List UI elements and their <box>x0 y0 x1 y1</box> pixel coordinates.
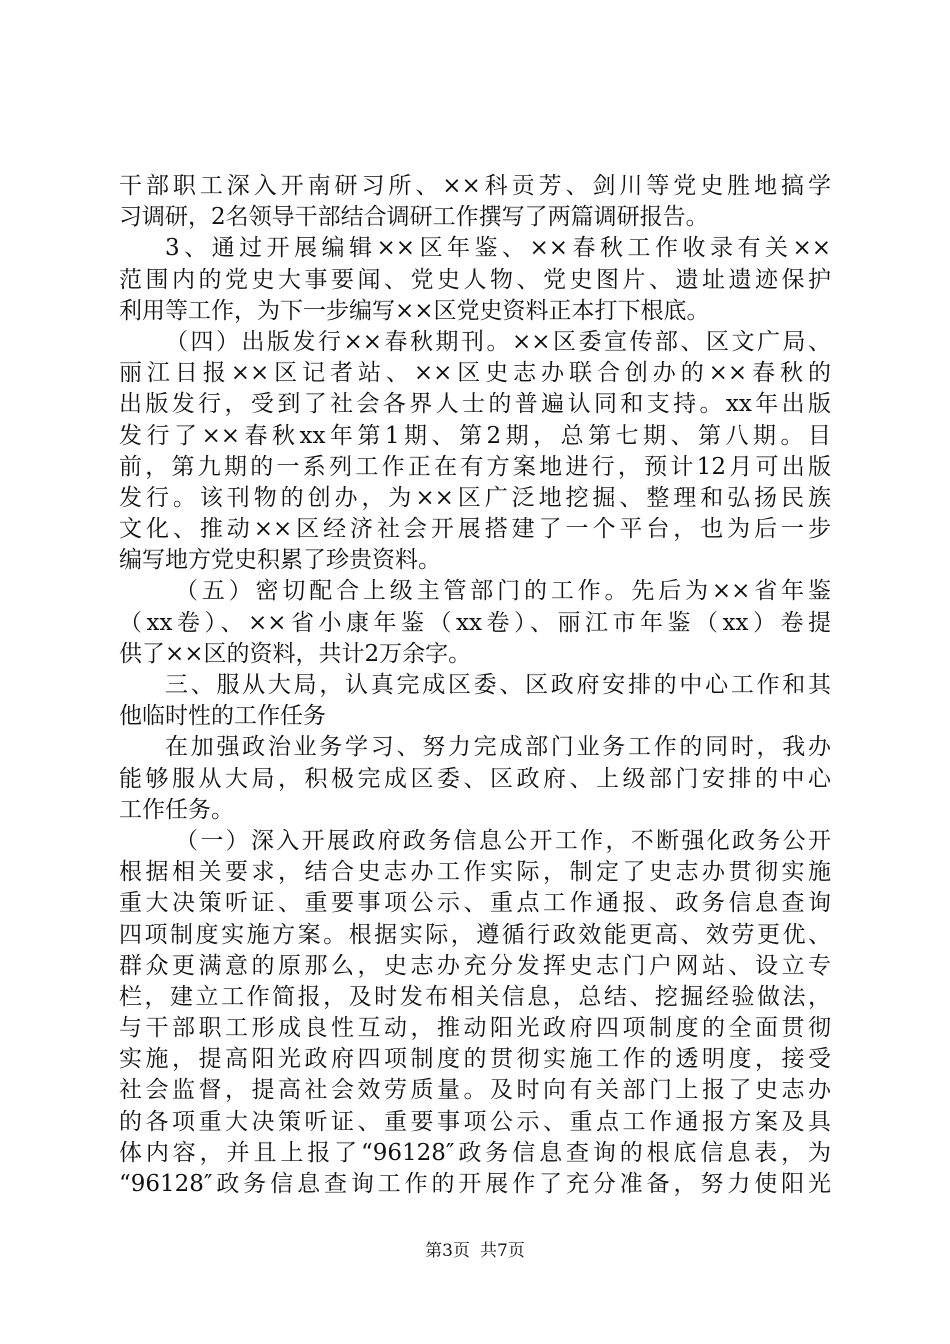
text-line: 与干部职工形成良性互动，推动阳光政府四项制度的全面贯彻 <box>119 1015 831 1042</box>
text-line: （五）密切配合上级主管部门的工作。先后为××省年鉴 <box>175 578 831 605</box>
text-line: 的各项重大决策听证、重要事项公示、重点工作通报方案及具 <box>119 1108 831 1135</box>
text-line: 前，第九期的一系列工作正在有方案地进行，预计12月可出版 <box>119 453 831 480</box>
text-line: 四项制度实施方案。根据实际，遵循行政效能更高、效劳更优、 <box>119 921 831 948</box>
text-line: 体内容，并且上报了“96128″政务信息查询的根底信息表，为 <box>119 1139 831 1166</box>
text-line: 在加强政治业务学习、努力完成部门业务工作的同时，我办 <box>165 734 831 761</box>
text-line: 丽江日报××区记者站、××区史志办联合创办的××春秋的 <box>119 360 831 387</box>
text-line: 编写地方党史积累了珍贵资料。 <box>119 547 441 574</box>
text-line: 出版发行，受到了社会各界人士的普遍认同和支持。xx年出版 <box>119 391 831 418</box>
text-line: 习调研，2名领导干部结合调研工作撰写了两篇调研报告。 <box>119 204 709 231</box>
text-line: （一）深入开展政府政务信息公开工作，不断强化政务公开 <box>175 827 831 854</box>
text-line: “96128″政务信息查询工作的开展作了充分准备，努力使阳光 <box>119 1171 831 1197</box>
text-line: 栏，建立工作简报，及时发布相关信息，总结、挖掘经验做法， <box>119 983 831 1010</box>
text-line: 发行。该刊物的创办，为××区广泛地挖掘、整理和弘扬民族 <box>119 484 831 511</box>
text-line: 实施，提高阳光政府四项制度的贯彻实施工作的透明度，接受 <box>119 1046 831 1073</box>
text-line: 重大决策听证、重要事项公示、重点工作通报、政务信息查询 <box>119 890 831 917</box>
page-total: 共7页 <box>480 1241 525 1261</box>
text-line: 工作任务。 <box>119 796 234 823</box>
text-line: 群众更满意的原那么，史志办充分发挥史志门户网站、设立专 <box>119 952 831 979</box>
text-line: 3、通过开展编辑××区年鉴、××春秋工作收录有关×× <box>165 235 831 262</box>
text-line: 他临时性的工作任务 <box>119 703 326 730</box>
text-line: 范围内的党史大事要闻、党史人物、党史图片、遗址遗迹保护 <box>119 266 831 293</box>
text-line: 社会监督，提高社会效劳质量。及时向有关部门上报了史志办 <box>119 1077 831 1104</box>
text-line: 根据相关要求，结合史志办工作实际，制定了史志办贯彻实施 <box>119 859 831 886</box>
text-line: 干部职工深入开南研习所、××科贡芳、剑川等党史胜地搞学 <box>119 173 831 199</box>
text-line: （xx卷）、××省小康年鉴（xx卷）、丽江市年鉴（xx）卷提 <box>119 609 831 636</box>
text-line: （四）出版发行××春秋期刊。××区委宣传部、区文广局、 <box>165 328 831 355</box>
text-line: 三、服从大局，认真完成区委、区政府安排的中心工作和其 <box>165 672 831 698</box>
text-line: 发行了××春秋xx年第1期、第2期，总第七期、第八期。目 <box>119 422 831 449</box>
page-footer <box>0 1240 950 1262</box>
page-number: 第3页 <box>425 1241 470 1261</box>
document-body <box>119 171 831 1200</box>
text-line: 能够服从大局，积极完成区委、区政府、上级部门安排的中心 <box>119 765 831 792</box>
text-line: 利用等工作，为下一步编写××区党史资料正本打下根底。 <box>119 297 710 324</box>
text-line: 供了××区的资料，共计2万余字。 <box>119 640 472 667</box>
text-line: 文化、推动××区经济社会开展搭建了一个平台，也为后一步 <box>119 516 831 543</box>
